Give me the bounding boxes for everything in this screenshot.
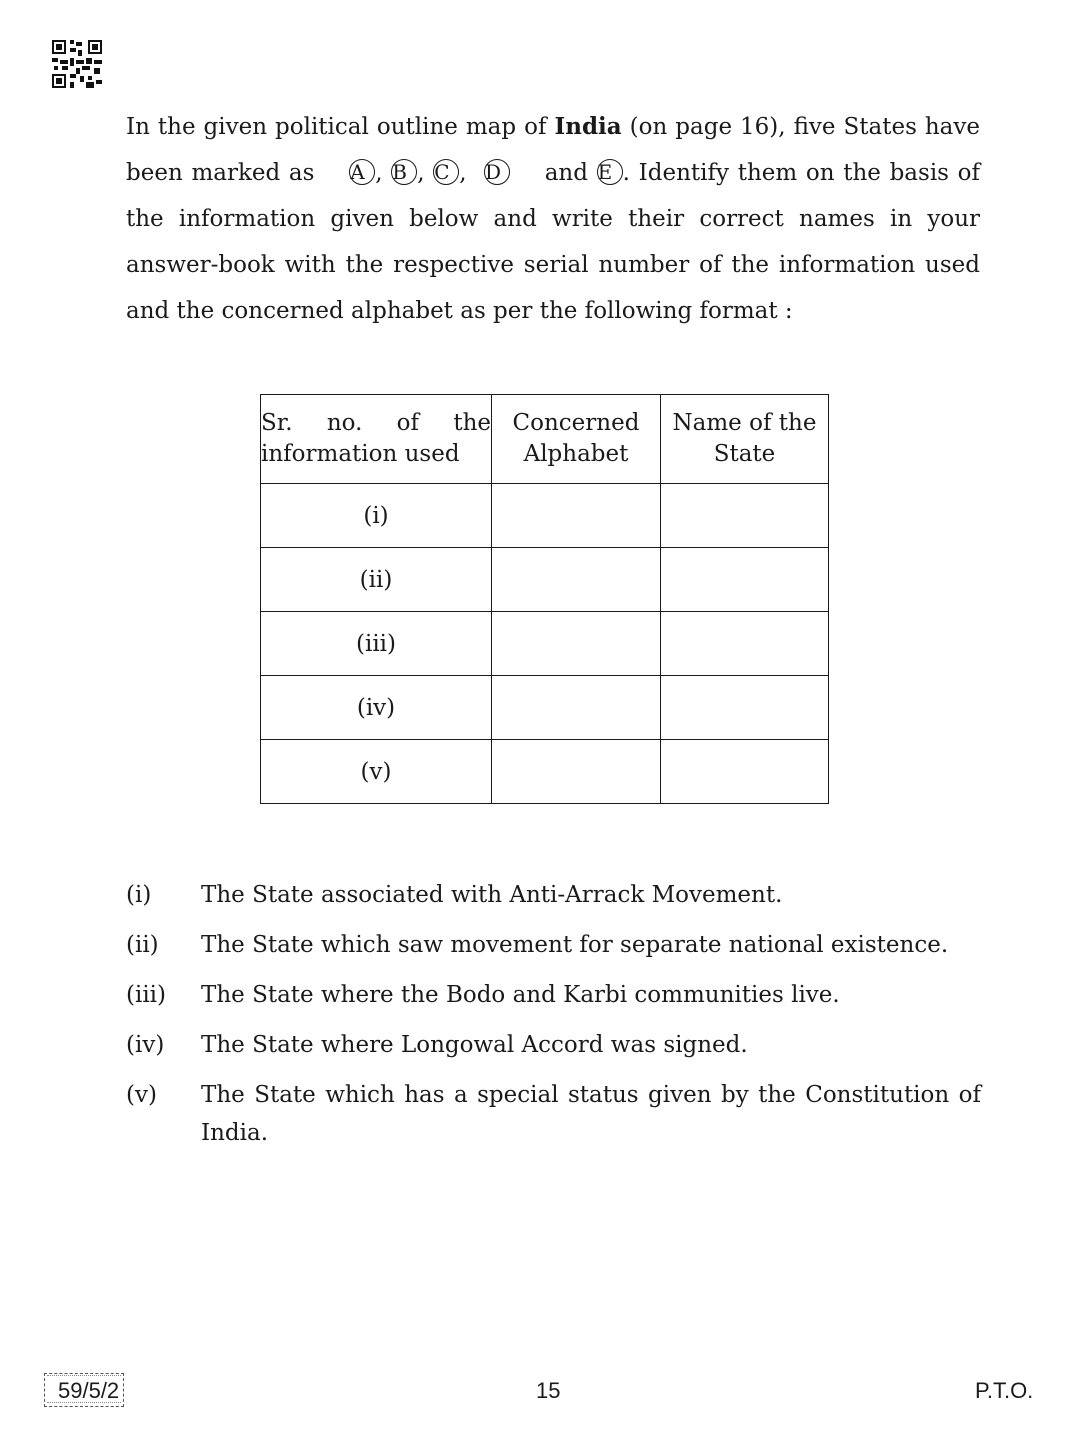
paper-code-text: 59/5/2 — [58, 1378, 120, 1403]
list-item-text: The State associated with Anti-Arrack Movement. — [201, 882, 783, 908]
table-header-serial: Sr. no. of the information used — [261, 395, 492, 484]
list-item — [126, 926, 981, 964]
list-item — [126, 1026, 981, 1064]
page-number: 15 — [536, 1378, 561, 1403]
list-item-number: (iv) — [126, 1032, 165, 1058]
list-item-text: The State where the Bodo and Karbi communities live. — [201, 982, 840, 1008]
table-cell-serial: (ii) — [261, 548, 492, 612]
answer-format-table — [260, 394, 829, 804]
list-item-text: The State where Longowal Accord was signed. — [201, 1032, 748, 1058]
table-cell-serial: (iv) — [261, 676, 492, 740]
table-cell-serial: (v) — [261, 740, 492, 804]
marker-b-icon: B — [391, 159, 417, 185]
code-border-pattern — [47, 1375, 121, 1379]
table-cell-empty — [492, 548, 661, 612]
table-cell-empty — [492, 612, 661, 676]
marker-e-icon: E — [597, 159, 623, 185]
table-cell-empty — [492, 740, 661, 804]
table-row — [261, 676, 829, 740]
information-list — [126, 876, 981, 1164]
marker-c-icon: C — [433, 159, 459, 185]
table-row — [261, 740, 829, 804]
country-name: India — [554, 113, 622, 140]
list-item-text: The State which saw movement for separate national existence. — [201, 932, 949, 958]
question-intro — [126, 104, 980, 334]
please-turn-over: P.T.O. — [975, 1378, 1034, 1403]
table-cell-empty — [661, 612, 829, 676]
table-header-row — [261, 395, 829, 484]
table-cell-empty — [661, 484, 829, 548]
table-row — [261, 548, 829, 612]
table-cell-serial: (iii) — [261, 612, 492, 676]
list-item — [126, 1076, 981, 1152]
table-row — [261, 484, 829, 548]
intro-line-3: the information given below and write their correct names in your — [126, 206, 980, 232]
intro-line-4: answer-book with the respective serial number of the information used — [126, 252, 980, 278]
marker-a-icon: A — [349, 159, 375, 185]
list-item — [126, 976, 981, 1014]
table-cell-empty — [661, 740, 829, 804]
intro-line-2: been marked as A , B , C , D and E . Identify them on the basis of — [126, 160, 981, 186]
table-header-alphabet: Concerned Alphabet — [492, 395, 661, 484]
table-cell-empty — [661, 548, 829, 612]
table-cell-empty — [661, 676, 829, 740]
table-cell-empty — [492, 676, 661, 740]
table-header-state: Name of the State — [661, 395, 829, 484]
table-cell-serial: (i) — [261, 484, 492, 548]
question-paper-code — [44, 1373, 124, 1407]
list-item-number: (iii) — [126, 982, 167, 1008]
intro-line-1: In the given political outline map of India (on page 16), five States have — [126, 113, 981, 140]
intro-line-5: and the concerned alphabet as per the following format : — [126, 298, 793, 324]
qr-code-icon — [52, 40, 102, 88]
table-cell-empty — [492, 484, 661, 548]
code-border-pattern — [47, 1402, 121, 1406]
list-item-number: (v) — [126, 1082, 157, 1108]
list-item — [126, 876, 981, 914]
list-item-number: (i) — [126, 882, 152, 908]
table-row — [261, 612, 829, 676]
list-item-number: (ii) — [126, 932, 159, 958]
marker-d-icon: D — [484, 159, 510, 185]
list-item-text: The State which has a special status given by the Constitution of India. — [201, 1082, 981, 1146]
